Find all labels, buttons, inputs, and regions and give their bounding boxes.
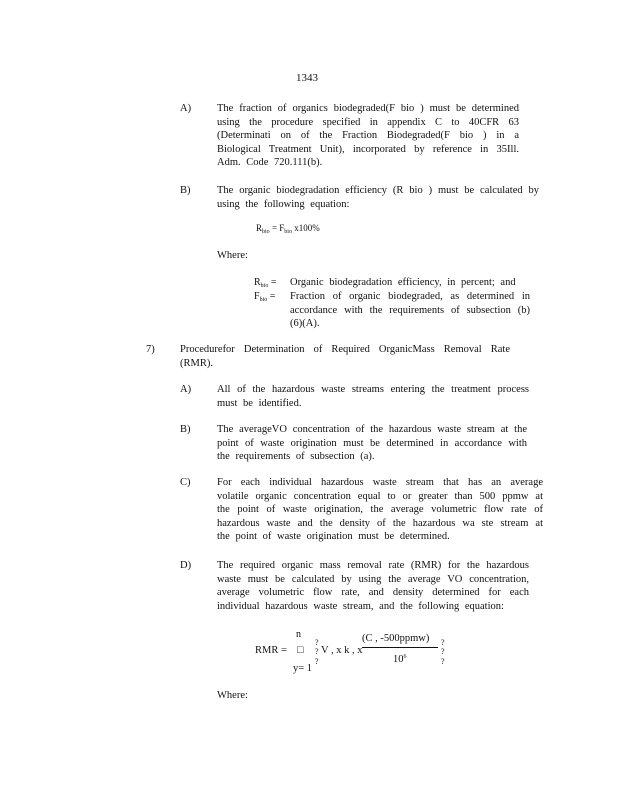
item-7a-text: All of the hazardous waste streams entering the treatment process must be identified. xyxy=(217,384,529,409)
eq1-tail: x100% xyxy=(294,223,320,233)
item-7a-label: A) xyxy=(180,384,192,395)
right-bracket-middle: ? xyxy=(441,647,445,656)
denominator-exponent: 6 xyxy=(403,654,407,660)
item-a1-label: A) xyxy=(180,103,192,114)
equation-rbio xyxy=(256,222,320,240)
fraction-bar xyxy=(362,647,438,648)
left-bracket-top: ? xyxy=(315,638,319,647)
item-7-text: Procedurefor Determination of Required OrganicMass Removal Rate (RMR). xyxy=(180,344,510,369)
eq1-lhs-sub: bio xyxy=(262,229,270,235)
item-7b-text: The averageVO concentration of the hazardous waste stream at the point of waste origination must be determined in accordance with the requirements of subsection (a). xyxy=(217,424,527,462)
def1-term-sub: bio xyxy=(260,283,269,289)
where-label-1: Where: xyxy=(217,250,248,261)
left-bracket-middle: ? xyxy=(315,647,319,656)
right-bracket-top: ? xyxy=(441,638,445,647)
sum-upper-limit: n xyxy=(296,629,301,640)
def1-term: R xyxy=(254,277,261,288)
item-b1-label: B) xyxy=(180,185,191,196)
eq1-eq: = F xyxy=(271,223,285,233)
def-term-fbio xyxy=(254,290,275,308)
right-bracket-bottom: ? xyxy=(441,657,445,666)
def2-term-sub: bio xyxy=(259,297,268,303)
def2-text: Fraction of organic biodegraded, as determined in accordance with the requirements of subsection (b)(6)(A). xyxy=(290,291,530,329)
rmr-lhs: RMR xyxy=(255,645,279,656)
denominator-base: 10 xyxy=(393,654,404,665)
item-7c-text: For each individual hazardous waste stream that has an average volatile organic concentration equal to or greater than 500 ppmw at the point of waste origination, the average volumetric flow rate of hazardous waste and the density of the hazardous wa ste stream at the point of waste origination must be determined. xyxy=(217,477,543,542)
item-7d-label: D) xyxy=(180,560,192,571)
item-a1-text: The fraction of organics biodegraded(F bio ) must be determined using the procedure specified in appendix C to 40CFR 63 (Determinati on of the Fraction Biodegraded(F bio ) in a Biological Treatment Unit), incorporated by reference in 35Ill. Adm. Code 720.111(b). xyxy=(217,103,519,168)
item-7-label: 7) xyxy=(146,344,155,355)
item-7c-label: C) xyxy=(180,477,191,488)
rmr-term: V , x k , x xyxy=(321,645,363,656)
fraction-numerator: (C , -500ppmw) xyxy=(362,633,430,644)
rmr-equals: = xyxy=(281,645,287,656)
sum-lower-limit: y= 1 xyxy=(293,663,313,674)
where-label-2: Where: xyxy=(217,690,248,701)
def1-text: Organic biodegradation efficiency, in percent; and xyxy=(290,277,516,288)
def2-term: F xyxy=(254,291,260,302)
eq1-rhs-sub: bio xyxy=(284,229,292,235)
sum-symbol: □ xyxy=(297,645,304,656)
eq1-lhs: R xyxy=(256,223,263,233)
page-number: 1343 xyxy=(296,72,318,84)
item-7d-text: The required organic mass removal rate (RMR) for the hazardous waste must be calculated by using the average VO concentration, average volumetric flow rate, and density determined for each individual hazardous waste stream, and the following equation: xyxy=(217,560,529,612)
fraction-denominator xyxy=(393,651,407,667)
left-bracket-bottom: ? xyxy=(315,657,319,666)
def2-eq: = xyxy=(269,291,276,302)
item-7b-label: B) xyxy=(180,424,191,435)
def1-eq: = xyxy=(270,277,277,288)
item-b1-text: The organic biodegradation efficiency (R bio ) must be calculated by using the following equation: xyxy=(217,185,539,210)
